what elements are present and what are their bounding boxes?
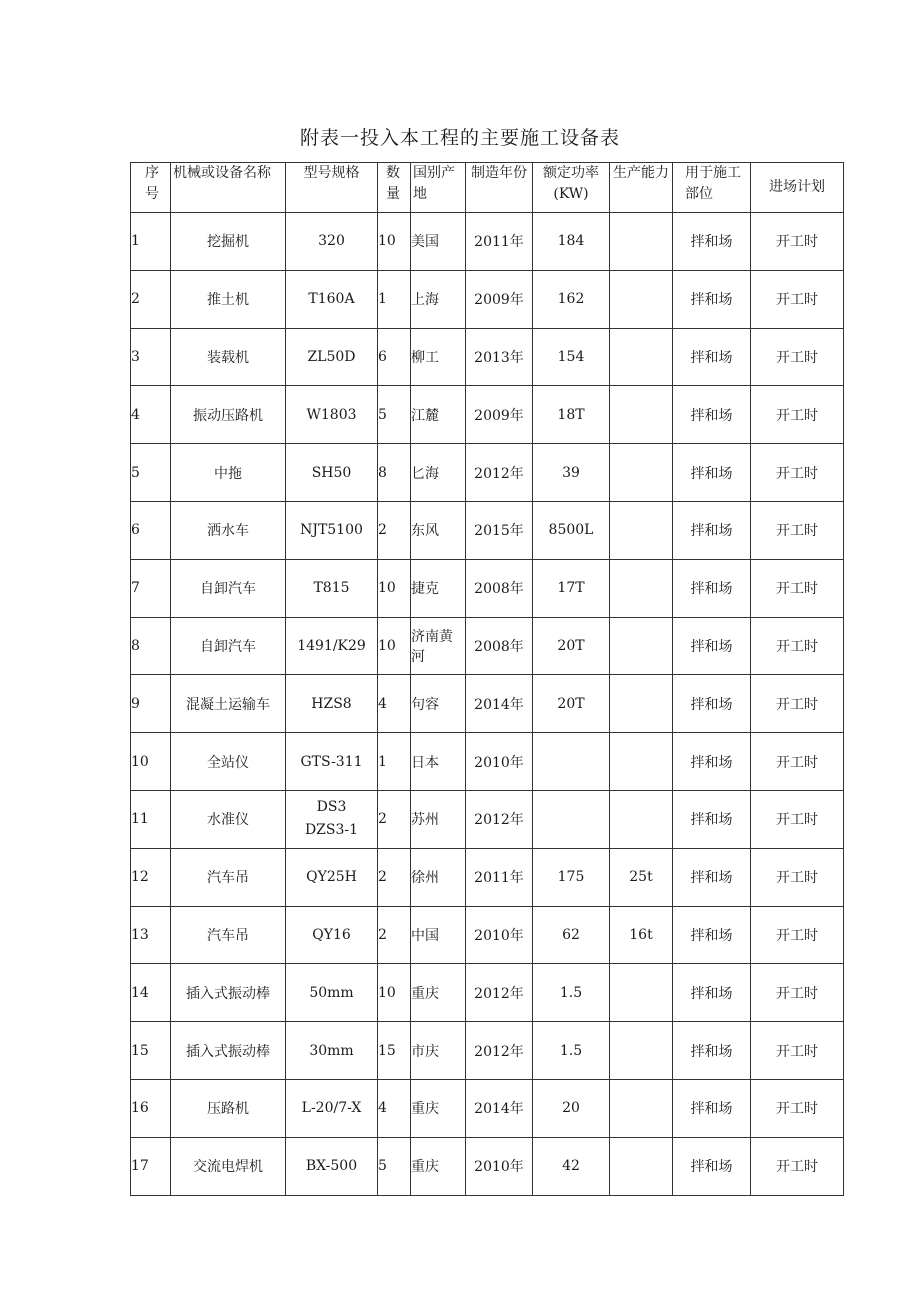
cell-seq: 17 bbox=[131, 1137, 171, 1195]
cell-origin: 重庆 bbox=[411, 1137, 466, 1195]
cell-seq: 15 bbox=[131, 1022, 171, 1080]
cell-name: 插入式振动棒 bbox=[171, 964, 286, 1022]
cell-capacity bbox=[610, 213, 673, 271]
cell-model: SH50 bbox=[286, 444, 378, 502]
cell-power: 20T bbox=[533, 617, 610, 675]
cell-year: 2010年 bbox=[466, 1137, 533, 1195]
cell-origin: 日本 bbox=[411, 733, 466, 791]
cell-seq: 5 bbox=[131, 444, 171, 502]
cell-capacity bbox=[610, 270, 673, 328]
cell-location: 拌和场 bbox=[673, 328, 751, 386]
cell-model: ZL50D bbox=[286, 328, 378, 386]
cell-location: 拌和场 bbox=[673, 790, 751, 848]
cell-model bbox=[286, 790, 378, 848]
header-plan: 进场计划 bbox=[751, 163, 844, 213]
table-row bbox=[131, 1137, 844, 1195]
cell-capacity bbox=[610, 1022, 673, 1080]
cell-location: 拌和场 bbox=[673, 1137, 751, 1195]
cell-origin: 上海 bbox=[411, 270, 466, 328]
header-model: 型号规格 bbox=[286, 163, 378, 213]
table-row bbox=[131, 790, 844, 848]
cell-power bbox=[533, 733, 610, 791]
cell-location: 拌和场 bbox=[673, 617, 751, 675]
cell-seq: 1 bbox=[131, 213, 171, 271]
cell-plan: 开工时 bbox=[751, 675, 844, 733]
cell-power: 8500L bbox=[533, 501, 610, 559]
cell-plan: 开工时 bbox=[751, 328, 844, 386]
cell-power: 1.5 bbox=[533, 1022, 610, 1080]
cell-capacity bbox=[610, 964, 673, 1022]
cell-plan: 开工时 bbox=[751, 617, 844, 675]
cell-plan: 开工时 bbox=[751, 964, 844, 1022]
cell-origin: 匕海 bbox=[411, 444, 466, 502]
cell-power: 1.5 bbox=[533, 964, 610, 1022]
cell-year: 2011年 bbox=[466, 848, 533, 906]
cell-qty: 10 bbox=[378, 559, 411, 617]
cell-origin: 捷克 bbox=[411, 559, 466, 617]
cell-model: QY16 bbox=[286, 906, 378, 964]
table-row bbox=[131, 386, 844, 444]
header-location: 用于施工部位 bbox=[673, 163, 751, 213]
cell-year: 2010年 bbox=[466, 906, 533, 964]
cell-qty: 4 bbox=[378, 675, 411, 733]
cell-capacity: 16t bbox=[610, 906, 673, 964]
cell-model: 320 bbox=[286, 213, 378, 271]
table-header-row bbox=[131, 163, 844, 213]
cell-plan: 开工时 bbox=[751, 213, 844, 271]
header-qty: 数量 bbox=[378, 163, 411, 213]
cell-seq: 9 bbox=[131, 675, 171, 733]
cell-plan: 开工时 bbox=[751, 790, 844, 848]
cell-year: 2008年 bbox=[466, 559, 533, 617]
cell-power: 154 bbox=[533, 328, 610, 386]
cell-location: 拌和场 bbox=[673, 501, 751, 559]
cell-model-line: DS3 bbox=[316, 799, 347, 816]
cell-qty: 10 bbox=[378, 213, 411, 271]
cell-seq: 8 bbox=[131, 617, 171, 675]
table-row bbox=[131, 270, 844, 328]
table-row bbox=[131, 964, 844, 1022]
cell-qty: 1 bbox=[378, 270, 411, 328]
cell-location: 拌和场 bbox=[673, 848, 751, 906]
table-row bbox=[131, 848, 844, 906]
cell-qty: 10 bbox=[378, 617, 411, 675]
cell-name: 自卸汽车 bbox=[171, 559, 286, 617]
cell-plan: 开工时 bbox=[751, 1079, 844, 1137]
cell-seq: 10 bbox=[131, 733, 171, 791]
cell-capacity bbox=[610, 559, 673, 617]
cell-model: HZS8 bbox=[286, 675, 378, 733]
cell-power: 17T bbox=[533, 559, 610, 617]
cell-year: 2013年 bbox=[466, 328, 533, 386]
cell-capacity bbox=[610, 733, 673, 791]
cell-power: 184 bbox=[533, 213, 610, 271]
cell-origin: 重庆 bbox=[411, 964, 466, 1022]
cell-name: 全站仪 bbox=[171, 733, 286, 791]
header-name: 机械或设备名称 bbox=[171, 163, 286, 213]
cell-seq: 4 bbox=[131, 386, 171, 444]
cell-plan: 开工时 bbox=[751, 559, 844, 617]
cell-qty: 2 bbox=[378, 501, 411, 559]
cell-capacity bbox=[610, 1079, 673, 1137]
cell-location: 拌和场 bbox=[673, 675, 751, 733]
cell-model: 30mm bbox=[286, 1022, 378, 1080]
cell-plan: 开工时 bbox=[751, 848, 844, 906]
cell-origin: 济南黄河 bbox=[411, 617, 466, 675]
cell-origin: 市庆 bbox=[411, 1022, 466, 1080]
cell-qty: 2 bbox=[378, 906, 411, 964]
cell-power: 18T bbox=[533, 386, 610, 444]
cell-seq: 14 bbox=[131, 964, 171, 1022]
cell-qty: 6 bbox=[378, 328, 411, 386]
table-row bbox=[131, 328, 844, 386]
cell-year: 2012年 bbox=[466, 1022, 533, 1080]
header-power: 额定功率(KW) bbox=[533, 163, 610, 213]
cell-location: 拌和场 bbox=[673, 213, 751, 271]
cell-qty: 15 bbox=[378, 1022, 411, 1080]
table-row bbox=[131, 444, 844, 502]
document-title: 附表一投入本工程的主要施工设备表 bbox=[299, 127, 620, 149]
cell-name: 挖掘机 bbox=[171, 213, 286, 271]
cell-capacity: 25t bbox=[610, 848, 673, 906]
cell-power: 175 bbox=[533, 848, 610, 906]
cell-model: 1491/K29 bbox=[286, 617, 378, 675]
cell-capacity bbox=[610, 790, 673, 848]
cell-seq: 16 bbox=[131, 1079, 171, 1137]
table-row bbox=[131, 559, 844, 617]
cell-origin: 美国 bbox=[411, 213, 466, 271]
table-row bbox=[131, 1079, 844, 1137]
table-row bbox=[131, 733, 844, 791]
cell-name: 交流电焊机 bbox=[171, 1137, 286, 1195]
cell-power: 20 bbox=[533, 1079, 610, 1137]
cell-seq: 13 bbox=[131, 906, 171, 964]
cell-origin: 重庆 bbox=[411, 1079, 466, 1137]
cell-location: 拌和场 bbox=[673, 444, 751, 502]
cell-origin: 苏州 bbox=[411, 790, 466, 848]
cell-seq: 2 bbox=[131, 270, 171, 328]
cell-plan: 开工时 bbox=[751, 1022, 844, 1080]
cell-model: GTS-311 bbox=[286, 733, 378, 791]
cell-location: 拌和场 bbox=[673, 1022, 751, 1080]
cell-name: 压路机 bbox=[171, 1079, 286, 1137]
cell-name: 汽车吊 bbox=[171, 848, 286, 906]
cell-origin: 江麓 bbox=[411, 386, 466, 444]
cell-plan: 开工时 bbox=[751, 386, 844, 444]
cell-year: 2011年 bbox=[466, 213, 533, 271]
cell-origin: 东风 bbox=[411, 501, 466, 559]
cell-year: 2008年 bbox=[466, 617, 533, 675]
header-capacity: 生产能力 bbox=[610, 163, 673, 213]
cell-qty: 10 bbox=[378, 964, 411, 1022]
cell-origin: 柳工 bbox=[411, 328, 466, 386]
cell-name: 洒水车 bbox=[171, 501, 286, 559]
cell-model: T815 bbox=[286, 559, 378, 617]
cell-name: 汽车吊 bbox=[171, 906, 286, 964]
cell-year: 2010年 bbox=[466, 733, 533, 791]
header-origin: 国别产地 bbox=[411, 163, 466, 213]
table-row bbox=[131, 213, 844, 271]
cell-qty: 8 bbox=[378, 444, 411, 502]
table-row bbox=[131, 617, 844, 675]
cell-name: 插入式振动棒 bbox=[171, 1022, 286, 1080]
table-row bbox=[131, 501, 844, 559]
cell-location: 拌和场 bbox=[673, 906, 751, 964]
cell-qty: 5 bbox=[378, 386, 411, 444]
cell-name: 水准仪 bbox=[171, 790, 286, 848]
cell-qty: 2 bbox=[378, 848, 411, 906]
table-row bbox=[131, 1022, 844, 1080]
cell-seq: 6 bbox=[131, 501, 171, 559]
cell-name: 自卸汽车 bbox=[171, 617, 286, 675]
cell-origin: 句容 bbox=[411, 675, 466, 733]
cell-seq: 12 bbox=[131, 848, 171, 906]
cell-location: 拌和场 bbox=[673, 964, 751, 1022]
cell-model: QY25H bbox=[286, 848, 378, 906]
cell-seq: 3 bbox=[131, 328, 171, 386]
cell-year: 2014年 bbox=[466, 675, 533, 733]
cell-qty: 4 bbox=[378, 1079, 411, 1137]
cell-capacity bbox=[610, 501, 673, 559]
cell-year: 2012年 bbox=[466, 964, 533, 1022]
cell-model: BX-500 bbox=[286, 1137, 378, 1195]
cell-location: 拌和场 bbox=[673, 386, 751, 444]
cell-model: L-20/7-X bbox=[286, 1079, 378, 1137]
cell-capacity bbox=[610, 444, 673, 502]
cell-name: 振动压路机 bbox=[171, 386, 286, 444]
table-row bbox=[131, 675, 844, 733]
cell-plan: 开工时 bbox=[751, 270, 844, 328]
cell-origin: 中国 bbox=[411, 906, 466, 964]
cell-plan: 开工时 bbox=[751, 501, 844, 559]
cell-power: 162 bbox=[533, 270, 610, 328]
cell-year: 2014年 bbox=[466, 1079, 533, 1137]
cell-name: 装载机 bbox=[171, 328, 286, 386]
cell-location: 拌和场 bbox=[673, 1079, 751, 1137]
cell-capacity bbox=[610, 675, 673, 733]
cell-capacity bbox=[610, 1137, 673, 1195]
cell-location: 拌和场 bbox=[673, 270, 751, 328]
cell-power: 62 bbox=[533, 906, 610, 964]
cell-year: 2009年 bbox=[466, 270, 533, 328]
cell-model: T160A bbox=[286, 270, 378, 328]
table-row bbox=[131, 906, 844, 964]
cell-model: W1803 bbox=[286, 386, 378, 444]
header-seq: 序号 bbox=[131, 163, 171, 213]
cell-capacity bbox=[610, 328, 673, 386]
cell-power: 20T bbox=[533, 675, 610, 733]
equipment-table bbox=[130, 162, 844, 1196]
cell-seq: 11 bbox=[131, 790, 171, 848]
cell-year: 2012年 bbox=[466, 444, 533, 502]
cell-name: 混凝土运输车 bbox=[171, 675, 286, 733]
cell-name: 中拖 bbox=[171, 444, 286, 502]
cell-qty: 1 bbox=[378, 733, 411, 791]
cell-model-line: DZS3-1 bbox=[304, 822, 359, 839]
cell-plan: 开工时 bbox=[751, 733, 844, 791]
cell-plan: 开工时 bbox=[751, 444, 844, 502]
cell-power bbox=[533, 790, 610, 848]
cell-year: 2012年 bbox=[466, 790, 533, 848]
cell-model: 50mm bbox=[286, 964, 378, 1022]
cell-year: 2015年 bbox=[466, 501, 533, 559]
cell-plan: 开工时 bbox=[751, 906, 844, 964]
cell-location: 拌和场 bbox=[673, 733, 751, 791]
cell-location: 拌和场 bbox=[673, 559, 751, 617]
cell-power: 39 bbox=[533, 444, 610, 502]
header-year: 制造年份 bbox=[466, 163, 533, 213]
table-body bbox=[131, 213, 844, 1196]
cell-capacity bbox=[610, 386, 673, 444]
cell-year: 2009年 bbox=[466, 386, 533, 444]
cell-qty: 2 bbox=[378, 790, 411, 848]
cell-name: 推土机 bbox=[171, 270, 286, 328]
cell-origin: 徐州 bbox=[411, 848, 466, 906]
cell-power: 42 bbox=[533, 1137, 610, 1195]
cell-qty: 5 bbox=[378, 1137, 411, 1195]
cell-seq: 7 bbox=[131, 559, 171, 617]
cell-plan: 开工时 bbox=[751, 1137, 844, 1195]
cell-capacity bbox=[610, 617, 673, 675]
cell-model: NJT5100 bbox=[286, 501, 378, 559]
